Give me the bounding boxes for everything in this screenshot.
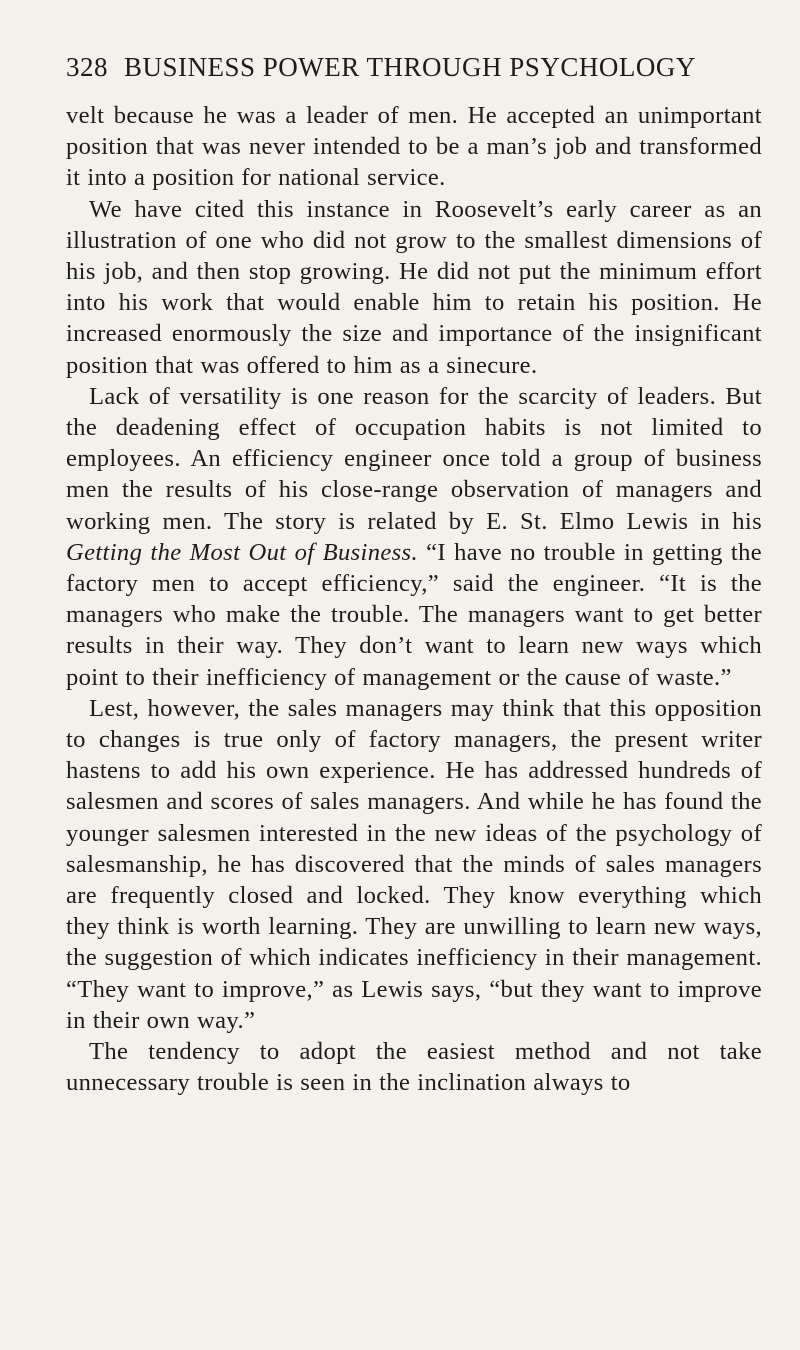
running-head	[66, 52, 766, 92]
paragraph-tendency: The tendency to adopt the easiest method and not take unnecessary trouble is seen in the inclination always to	[66, 1038, 762, 1097]
body-text	[66, 100, 762, 1099]
paragraph-sales-managers: Lest, however, the sales managers may think that this opposition to changes is true only of factory managers, the present writer hastens to add his own experience. He has addressed hundreds of salesmen and scores of sales managers. And while he has found the younger salesmen interested in the new ideas of the psychology of salesmanship, he has discovered that the minds of sales managers are frequently closed and locked. They know everything which they think is worth learning. They are unwilling to learn new ways, the suggestion of which indicates inefficiency in their management. “They want to improve,” as Lewis says, “but they want to improve in their own way.”	[66, 694, 762, 1034]
paragraph-continuation: velt because he was a leader of men. He accepted an unimportant position that was never intended to be a man’s job and transformed it into a position for national service.	[66, 102, 762, 192]
book-title-italic: Getting the Most Out of Business.	[66, 538, 418, 566]
paragraph-versatility	[66, 381, 762, 693]
page-number: 328	[66, 52, 108, 82]
paragraph-roosevelt: We have cited this instance in Roosevelt’s early career as an illustration of one who did not grow to the smallest dimensions of his job, and then stop growing. He did not put the minimum effort into his work that would enable him to retain his position. He increased enormously the size and importance of the insignificant position that was offered to him as a sinecure.	[66, 195, 762, 379]
paragraph-versatility-text-before: Lack of versatility is one reason for the scarcity of leaders. But the deadening effect of occupation habits is not limited to employees. An efficiency engineer once told a group of business men the results of his close-range observation of managers and working men. The story is related by E. St. Elmo Lewis in his	[66, 382, 762, 535]
running-title: BUSINESS POWER THROUGH PSYCHOLOGY	[124, 52, 696, 82]
paragraph-versatility-text-after: “I have no trouble in getting the factory men to accept efficiency,” said the engineer. “It is the managers who make the trouble. The managers want to get better results in their way. They don’t want to learn new ways which point to their inefficiency of management or the cause of waste.”	[66, 538, 762, 691]
